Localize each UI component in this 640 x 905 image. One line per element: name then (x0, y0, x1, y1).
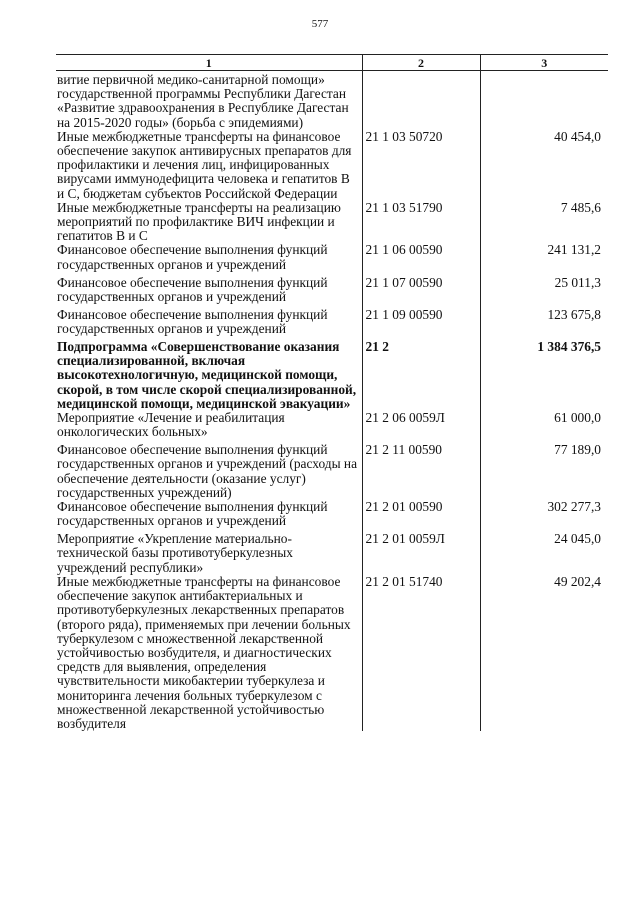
column-header-3: 3 (480, 55, 608, 71)
row-name-cell: Мероприятие «Укрепление материально-технической базы противотуберкулезных учреждений республики» (57, 531, 294, 575)
table-row (56, 532, 608, 575)
table-row (56, 201, 608, 244)
row-name-cell: Финансовое обеспечение выполнения функций государственных органов и учреждений (57, 499, 328, 529)
table-row (56, 243, 608, 275)
row-code-cell: 21 1 09 00590 (362, 308, 480, 340)
table-row (56, 443, 608, 500)
row-name-cell: Иные межбюджетные трансферты на реализацию мероприятий по профилактике ВИЧ инфекции и гепатитов В и С (57, 199, 341, 244)
table-row (56, 340, 608, 411)
table-row (56, 500, 608, 532)
row-amount-cell: 49 202,4 (480, 575, 608, 731)
row-amount-cell: 241 131,2 (480, 243, 608, 275)
row-name-cell: Иные межбюджетные трансферты на финансовое обеспечение закупок антивирусных препаратов для профилактики и лечения лиц, инфицированных вирусами иммунодефицита человека и гепатитов В и С, бюджетам субъектов Российской Федерации (57, 128, 352, 201)
table-body (56, 71, 608, 732)
row-amount-cell: 61 000,0 (480, 411, 608, 443)
table-row (56, 71, 608, 130)
column-header-1: 1 (56, 55, 362, 71)
row-code-cell: 21 2 01 51740 (362, 575, 480, 731)
row-code-cell: 21 2 01 00590 (362, 500, 480, 532)
table-header-row (56, 55, 608, 71)
row-code-cell: 21 1 06 00590 (362, 243, 480, 275)
row-amount-cell: 302 277,3 (480, 500, 608, 532)
row-name-cell: Финансовое обеспечение выполнения функций государственных органов и учреждений (57, 306, 328, 337)
row-name-cell: Финансовое обеспечение выполнения функций государственных органов и учреждений (57, 274, 328, 304)
row-code-cell (362, 71, 480, 130)
row-name-cell: Подпрограмма «Совершенствование оказания специализированной, включая высокотехнологичную, медицинской помощи, скорой, в том числе скорой специализированной, медицинской помощи, медицинской эвакуации» (57, 339, 357, 411)
row-name-cell: Мероприятие «Лечение и реабилитация онкологических больных» (57, 410, 285, 440)
row-code-cell: 21 2 (362, 340, 480, 411)
row-amount-cell: 40 454,0 (480, 130, 608, 201)
row-amount-cell: 123 675,8 (480, 308, 608, 340)
table-row (56, 276, 608, 308)
table-row (56, 411, 608, 443)
row-amount-cell: 77 189,0 (480, 443, 608, 500)
page-number: 577 (311, 18, 329, 30)
row-code-cell: 21 1 03 50720 (362, 130, 480, 201)
column-header-2: 2 (362, 55, 480, 71)
row-amount-cell: 24 045,0 (480, 532, 608, 575)
budget-table (56, 54, 608, 731)
budget-table-container (56, 54, 608, 731)
row-amount-cell: 25 011,3 (480, 276, 608, 308)
table-row (56, 308, 608, 340)
table-row (56, 130, 608, 201)
row-code-cell: 21 2 06 0059Л (362, 411, 480, 443)
table-row (56, 575, 608, 731)
row-amount-cell (480, 71, 608, 130)
row-name-cell: Финансовое обеспечение выполнения функций государственных органов и учреждений (57, 242, 328, 272)
row-code-cell: 21 2 11 00590 (362, 443, 480, 500)
row-code-cell: 21 2 01 0059Л (362, 532, 480, 575)
row-amount-cell: 7 485,6 (480, 201, 608, 244)
row-code-cell: 21 1 03 51790 (362, 201, 480, 244)
row-name-cell: витие первичной медико-санитарной помощи» государственной программы Республики Дагестан «Развитие здравоохранения в Республике Дагестан на 2015-2020 годы» (борьба с эпидемиями) (57, 72, 349, 130)
row-code-cell: 21 1 07 00590 (362, 276, 480, 308)
row-name-cell: Иные межбюджетные трансферты на финансовое обеспечение закупок антибактериальных и противотуберкулезных лекарственных препаратов (второго ряда), применяемых при лечении больных туберкулезом с множественной лекарственной устойчивостью возбудителя, и диагностических средств для выявления, определения чувствительности микобактерии туберкулеза и мониторинга лечения больных туберкулезом с множественной лекарственной устойчивостью возбудителя (57, 573, 351, 731)
row-amount-cell: 1 384 376,5 (480, 340, 608, 411)
row-name-cell: Финансовое обеспечение выполнения функций государственных органов и учреждений (расходы на обеспечение деятельности (оказание услуг) государственных учреждений) (57, 442, 358, 500)
